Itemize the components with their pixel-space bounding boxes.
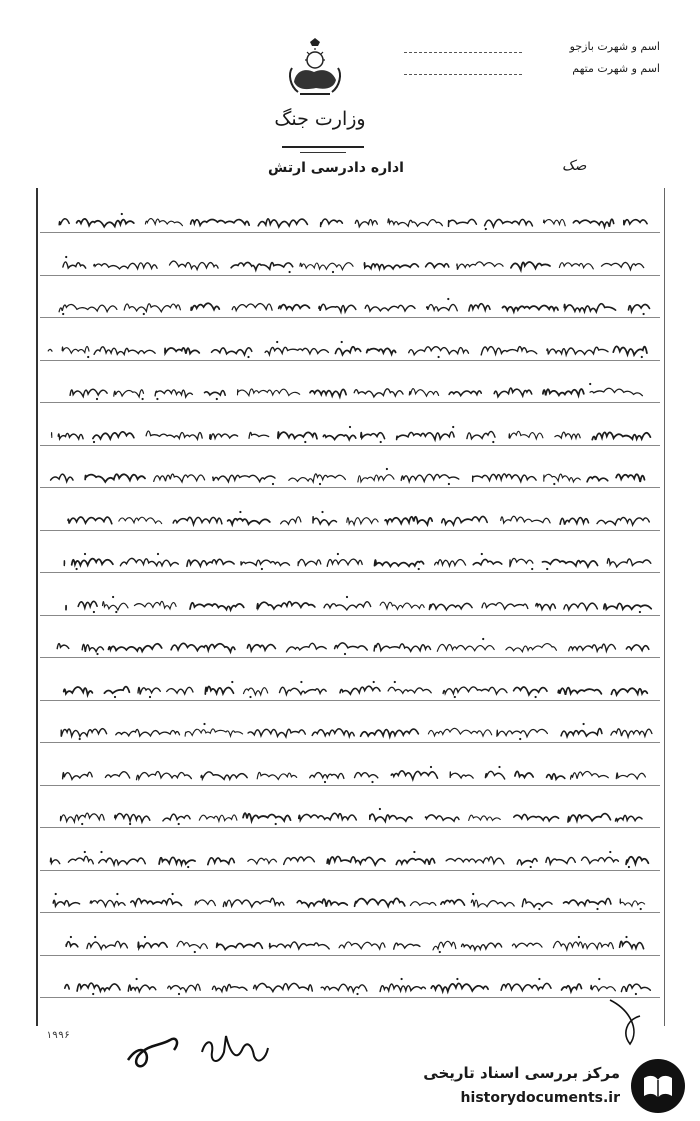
handwriting-line	[44, 635, 656, 657]
handwriting-line	[44, 465, 656, 487]
handwritten-mark: صک	[562, 158, 587, 174]
ministry-title: وزارت جنگ	[274, 108, 366, 130]
handwriting-line	[44, 890, 656, 912]
signature-3-icon	[600, 990, 650, 1050]
field-label-interrogator: اسم و شهرت بازجو	[569, 40, 660, 53]
signature-1-icon	[120, 1022, 190, 1072]
office-title: اداره دادرسی ارتش	[268, 160, 404, 176]
ruled-line	[40, 445, 660, 446]
archive-logo-icon	[628, 1056, 688, 1116]
ruled-line	[40, 997, 660, 998]
ruled-line	[40, 785, 660, 786]
watermark-url: historydocuments.ir	[460, 1090, 620, 1106]
watermark-title: مرکز بررسی اسناد تاریخی	[423, 1064, 620, 1082]
ruled-line	[40, 870, 660, 871]
handwriting-line	[44, 338, 656, 360]
handwriting-line	[44, 678, 656, 700]
signature-2-icon	[196, 1022, 276, 1072]
ruled-line	[40, 827, 660, 828]
ruled-line	[40, 657, 660, 658]
ruled-line	[40, 360, 660, 361]
handwriting-line	[44, 720, 656, 742]
handwriting-line	[44, 295, 656, 317]
handwriting-line	[44, 380, 656, 402]
handwriting-line	[44, 848, 656, 870]
lion-and-sun-emblem-icon	[286, 38, 344, 100]
handwriting-line	[44, 933, 656, 955]
ruled-line	[40, 615, 660, 616]
handwriting-line	[44, 593, 656, 615]
document-number: ۱۹۹۶	[46, 1030, 71, 1041]
handwriting-line	[44, 975, 656, 997]
ruled-line	[40, 402, 660, 403]
ruled-line	[40, 232, 660, 233]
handwriting-line	[44, 423, 656, 445]
ruled-line	[40, 955, 660, 956]
ministry-underline	[282, 146, 364, 148]
handwriting-line	[44, 805, 656, 827]
ruled-line	[40, 317, 660, 318]
handwriting-line	[44, 763, 656, 785]
handwriting-line	[44, 253, 656, 275]
ruled-line	[40, 700, 660, 701]
field-line-interrogator	[404, 52, 522, 53]
ruled-line	[40, 530, 660, 531]
ruled-line	[40, 572, 660, 573]
ruled-line	[40, 487, 660, 488]
handwriting-line	[44, 550, 656, 572]
field-label-accused: اسم و شهرت متهم	[572, 62, 660, 75]
ruled-line	[40, 912, 660, 913]
handwriting-line	[44, 210, 656, 232]
ruled-line	[40, 742, 660, 743]
ministry-underline-short	[300, 152, 346, 153]
handwriting-line	[44, 508, 656, 530]
ruled-line	[40, 275, 660, 276]
field-line-accused	[404, 74, 522, 75]
